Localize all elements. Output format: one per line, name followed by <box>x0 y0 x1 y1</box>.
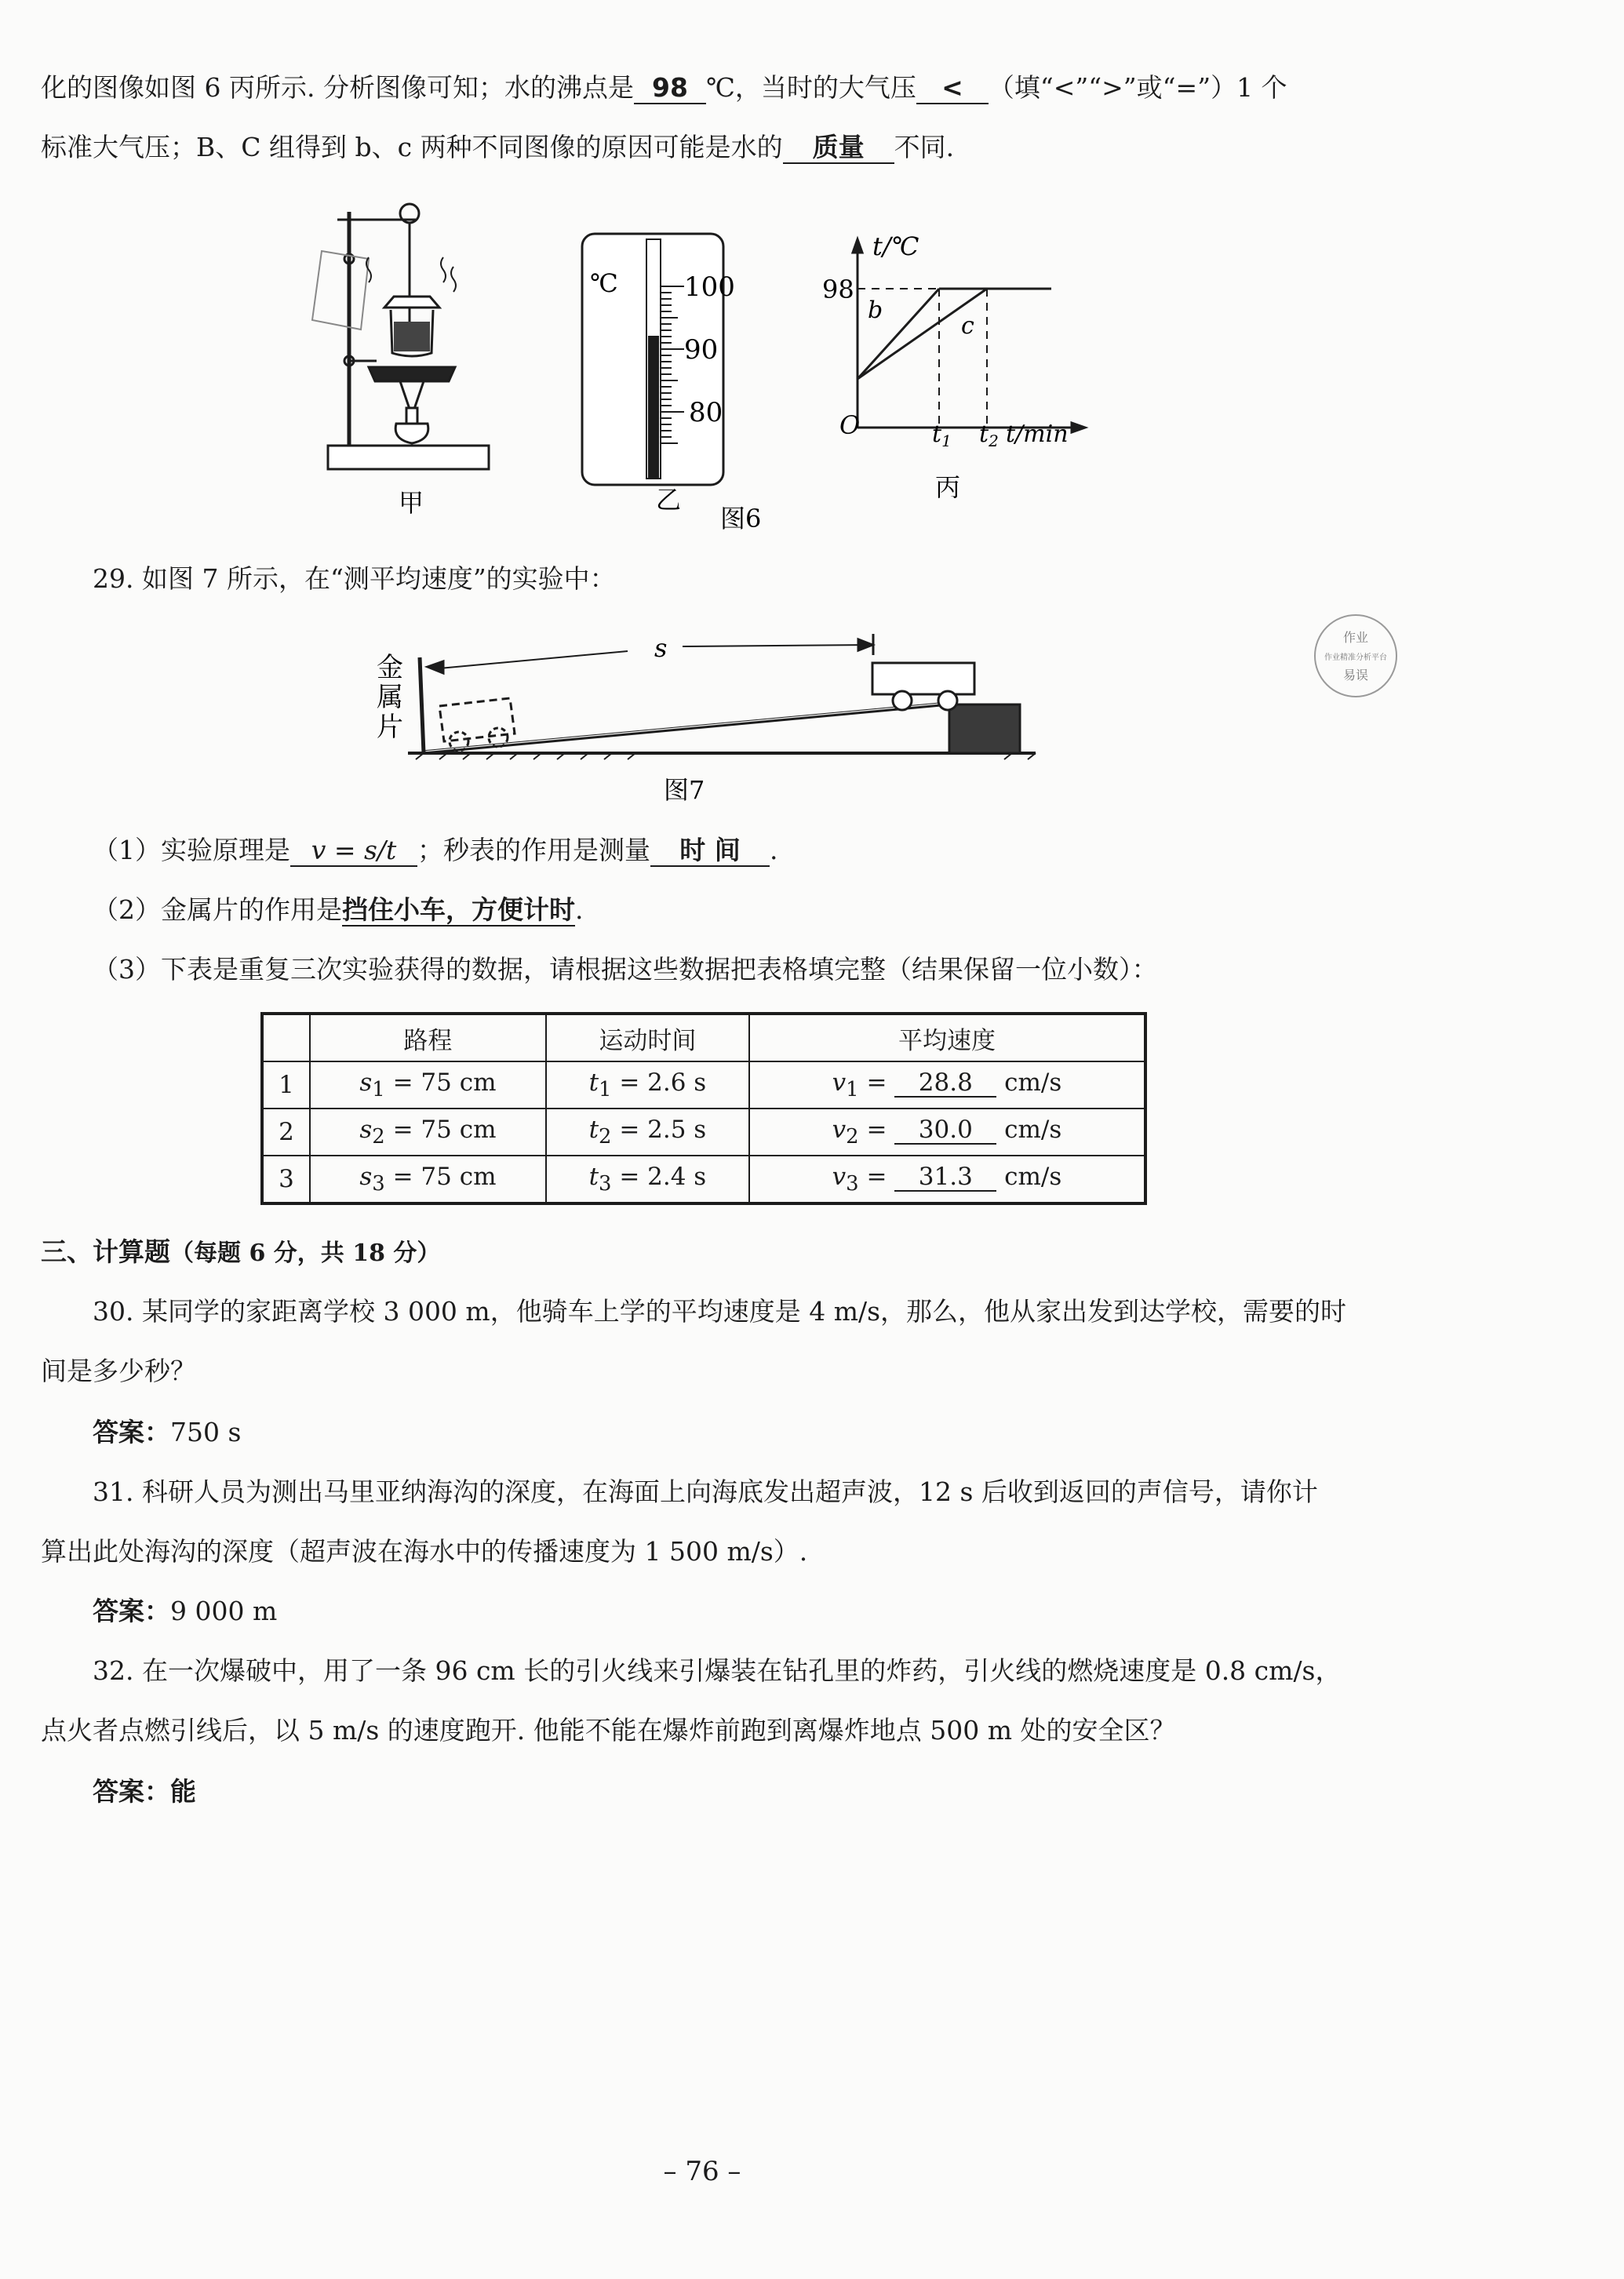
answer-v3: 31.3 <box>894 1163 996 1192</box>
answer-v1: 28.8 <box>894 1069 996 1098</box>
q28-line-1: 化的图像如图 6 丙所示. 分析图像可知；水的沸点是 98 ℃，当时的大气压 < （填“<”“>”或“=”）1 个 <box>41 72 1287 103</box>
table-header-cell: 路程 <box>310 1014 546 1061</box>
t1-label: $t_1$ <box>932 420 952 450</box>
q29-part-3: （3）下表是重复三次实验获得的数据，请根据这些数据把表格填完整（结果保留一位小数）： <box>93 954 1158 985</box>
q30-line-1: 30. 某同学的家距离学校 3 000 m，他骑车上学的平均速度是 4 m/s，那么，他从家出发到达学校，需要的时 <box>93 1296 1347 1327</box>
figure-6-caption: 图6 <box>720 504 762 533</box>
figure-6 <box>0 188 1177 541</box>
caption-bing: 丙 <box>935 472 961 502</box>
q28-line-2: 标准大气压；B、C 组得到 b、c 两种不同图像的原因可能是水的 质量 不同. <box>41 132 955 162</box>
graph-x-axis-label: t/min <box>1006 420 1069 448</box>
line-c-label: c <box>961 312 974 340</box>
answer-stopwatch-use: 时 间 <box>650 836 770 867</box>
answer-principle: v = s/t <box>290 836 417 867</box>
table-header-cell <box>262 1014 310 1061</box>
metal-plate-label-3: 片 <box>377 712 403 743</box>
metal-plate-label-1: 金 <box>377 652 403 683</box>
homework-stamp <box>1309 609 1403 703</box>
thermometer-tick-90: 90 <box>684 334 719 366</box>
thermometer-unit: ℃ <box>590 268 618 298</box>
answer-v2: 30.0 <box>894 1116 996 1145</box>
caption-yi: 乙 <box>656 485 682 515</box>
table-row: 2 $s_2 = 75$ cm $t_2 = 2.5$ s $v_2 = 30.0$ cm/s <box>262 1109 1145 1156</box>
apparatus-diagram <box>312 204 489 469</box>
svg-text:作业精准分析平台: 作业精准分析平台 <box>1324 653 1387 662</box>
table-row: 1 $s_1 = 75$ cm $t_1 = 2.6$ s $v_1 = 28.8$ cm/s <box>262 1061 1145 1109</box>
q32-line-2: 点火者点燃引线后，以 5 m/s 的速度跑开. 他能不能在爆炸前跑到离爆炸地点 500 m 处的安全区？ <box>41 1715 1176 1746</box>
table-header-cell: 平均速度 <box>749 1014 1145 1061</box>
svg-text:作业: 作业 <box>1342 630 1369 645</box>
q30-line-2: 间是多少秒？ <box>41 1356 196 1386</box>
page-number: – 76 – <box>663 2156 741 2187</box>
graph-y-98-label: 98 <box>822 275 854 304</box>
graph-origin-label: O <box>839 410 861 440</box>
t2-label: $t_2$ <box>979 420 999 450</box>
q29-part-2: （2）金属片的作用是挡住小车，方便计时. <box>93 894 584 925</box>
q29-stem: 29. 如图 7 所示，在“测平均速度”的实验中： <box>93 563 616 594</box>
graph-y-axis-label: t/℃ <box>872 231 919 261</box>
line-b-label: b <box>868 297 883 324</box>
answer-metal-plate-use: 挡住小车，方便计时 <box>342 894 575 925</box>
q31-line-1: 31. 科研人员为测出马里亚纳海沟的深度，在海面上向海底发出超声波，12 s 后收到返回的声信号，请你计 <box>93 1476 1318 1507</box>
answer-reason: 质量 <box>783 133 894 164</box>
q31-line-2: 算出此处海沟的深度（超声波在海水中的传播速度为 1 500 m/s）. <box>41 1536 808 1567</box>
svg-text:易误: 易误 <box>1342 668 1369 683</box>
distance-s-label: s <box>654 633 668 663</box>
table-header-cell: 运动时间 <box>546 1014 749 1061</box>
figure-7 <box>0 604 1098 816</box>
thermometer-tick-100: 100 <box>684 271 735 303</box>
table-header-row <box>262 1014 1145 1061</box>
answer-pressure-compare: < <box>916 73 989 104</box>
q29-part-1: （1）实验原理是 v = s/t ；秒表的作用是测量 时 间 . <box>93 835 778 865</box>
thermometer-tick-80: 80 <box>689 397 723 428</box>
q30-answer: 答案：750 s <box>93 1417 242 1447</box>
q32-line-1: 32. 在一次爆破中，用了一条 96 cm 长的引火线来引爆装在钻孔里的炸药，引火线的燃烧速度是 0.8 cm/s， <box>93 1655 1342 1686</box>
q32-answer: 答案：能 <box>93 1776 196 1807</box>
metal-plate-label-2: 属 <box>377 682 403 713</box>
table-row: 3 $s_3 = 75$ cm $t_3 = 2.4$ s $v_3 = 31.3$ cm/s <box>262 1156 1145 1203</box>
figure-7-caption: 图7 <box>664 775 705 805</box>
data-table <box>260 1012 1147 1205</box>
section-3-heading: 三、计算题（每题 6 分，共 18 分） <box>41 1236 441 1267</box>
q31-answer: 答案：9 000 m <box>93 1596 278 1626</box>
thermometer-diagram <box>582 234 735 485</box>
answer-boiling-point: 98 <box>634 73 706 104</box>
caption-jia: 甲 <box>399 488 424 518</box>
